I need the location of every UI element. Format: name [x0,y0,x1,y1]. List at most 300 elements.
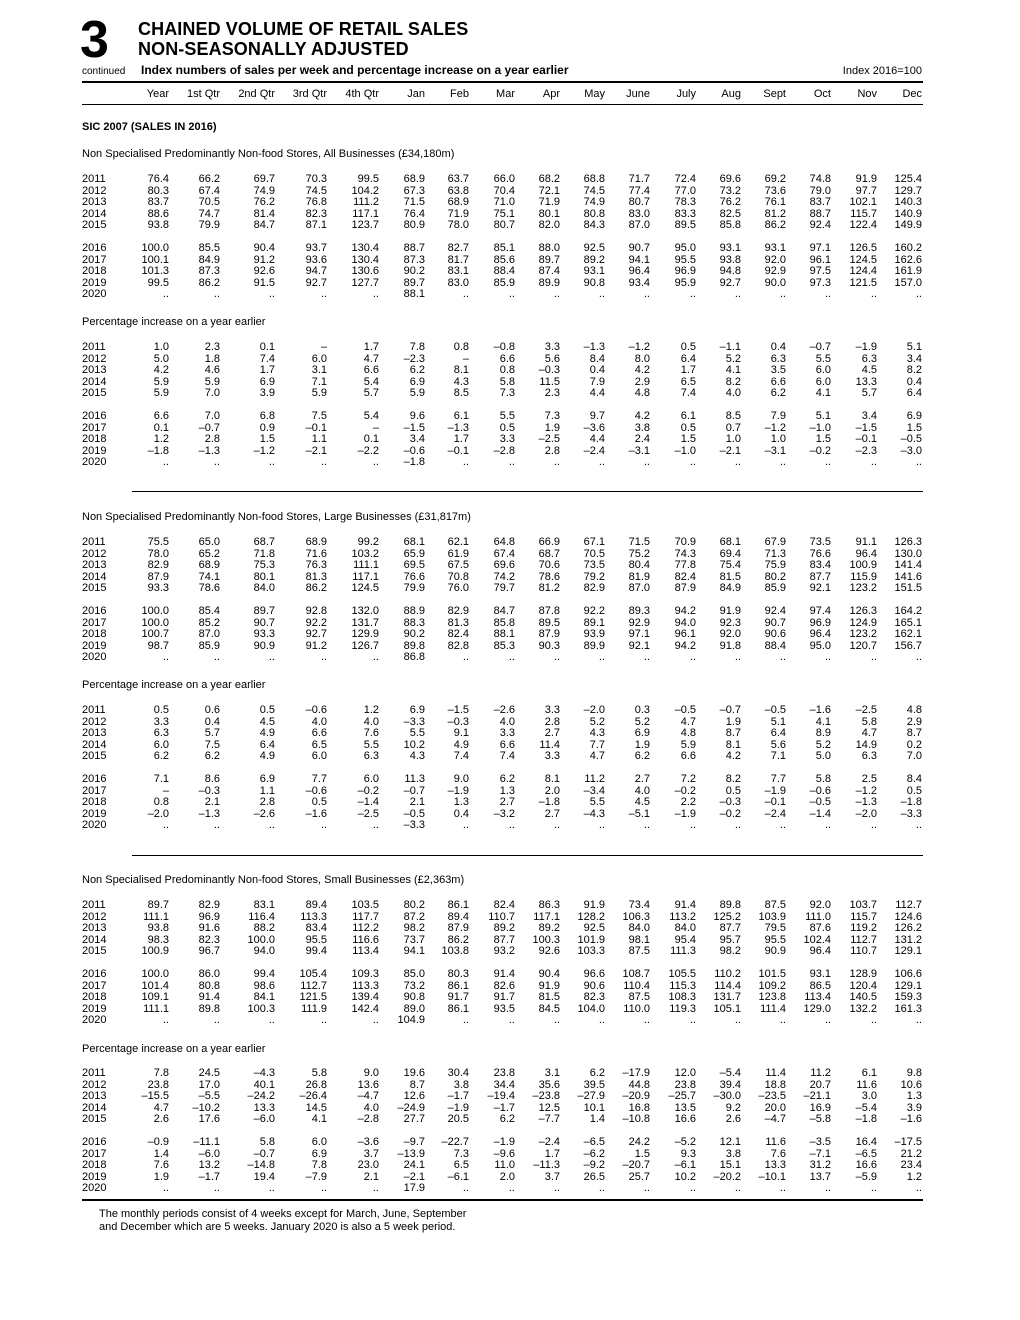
table-cell: 2.3 [204,341,220,353]
table-cell: 82.4 [674,570,696,583]
table-cell: 71.7 [628,173,650,185]
table-row [0,900,1020,911]
table-cell: 1.8 [204,352,220,365]
table-cell: .. [162,819,169,831]
row-year-label: 2013 [82,727,107,739]
table-cell: .. [870,288,877,300]
table-row [0,289,1020,300]
table-cell: 80.2 [403,899,425,911]
table-cell: 79.0 [809,184,831,197]
table-cell: 100.0 [141,616,169,629]
table-cell: –5.5 [198,1090,220,1102]
row-year-label: 2018 [82,796,107,808]
table-cell: 85.8 [719,219,741,231]
table-cell: 6.0 [153,738,169,751]
table-cell: 149.9 [894,219,922,231]
table-cell: 89.2 [493,922,515,934]
table-cell: 112.7 [895,899,922,911]
table-cell: 99.5 [357,173,379,185]
table-cell: 23.4 [900,1159,922,1171]
table-cell: 93.5 [493,1002,515,1015]
table-cell: –0.2 [719,807,741,820]
table-cell: 5.9 [153,387,169,399]
table-cell: 162.6 [894,253,922,266]
table-cell: .. [508,456,515,468]
table-cell: 92.8 [305,605,327,617]
table-cell: 3.7 [363,1147,379,1160]
table-cell: 6.9 [409,375,425,388]
table-cell: 5.8 [311,1067,327,1079]
table-cell: 8.1 [725,738,741,751]
row-year-label: 2020 [82,651,107,663]
table-cell: 74.2 [493,570,515,583]
table-cell: 92.9 [764,265,786,277]
table-cell: 8.7 [906,727,922,739]
table-cell: 1.9 [725,715,741,728]
sic-heading: SIC 2007 (SALES IN 2016) [82,121,217,133]
table-cell: 6.3 [153,727,169,739]
table-cell: 88.9 [403,605,425,617]
table-cell: 102.1 [849,196,877,208]
table-cell: –0.6 [403,444,425,457]
table-cell: 1.2 [153,433,169,445]
row-year-label: 2016 [82,968,107,980]
table-cell: .. [213,1014,220,1026]
table-cell: 141.6 [894,570,922,583]
table-cell: –1.8 [403,456,425,468]
table-cell: 93.1 [719,242,741,254]
table-cell: .. [508,288,515,300]
table-cell: 74.5 [305,184,327,197]
table-cell: 70.4 [493,184,515,197]
table-cell: 16.6 [674,1113,696,1125]
table-cell: –2.8 [357,1113,379,1125]
column-header-oct: Oct [813,88,831,100]
table-cell: .. [689,456,696,468]
table-cell: 110.2 [714,968,741,980]
table-cell: 7.0 [204,410,220,422]
table-row [0,1015,1020,1026]
table-cell: 96.7 [198,945,220,957]
table-cell: 5.7 [861,387,877,399]
table-cell: –1.9 [493,1136,515,1148]
table-cell: 101.4 [141,979,169,992]
table-cell: 100.7 [141,628,169,640]
table-cell: 85.2 [198,616,220,629]
table-cell: 3.3 [499,727,515,739]
table-cell: 6.6 [680,750,696,762]
table-row [0,786,1020,797]
table-cell: 4.0 [499,715,515,728]
table-cell: 7.3 [499,387,515,399]
table-cell: 24.2 [628,1136,650,1148]
table-cell: 4.1 [815,387,831,399]
table-cell: 82.3 [198,933,220,946]
table-cell: 113.3 [352,979,379,992]
table-cell: 16.8 [628,1101,650,1114]
table-cell: 9.8 [906,1067,922,1079]
table-cell: 92.2 [305,616,327,629]
table-cell: 15.1 [719,1159,741,1171]
table-cell: 7.4 [499,750,515,762]
table-cell: 5.1 [815,410,831,422]
column-header-feb: Feb [450,88,469,100]
table-cell: 66.9 [538,536,560,548]
table-cell: 71.8 [253,547,275,560]
table-cell: 103.3 [577,945,605,957]
table-cell: 69.6 [493,559,515,571]
table-cell: .. [689,651,696,663]
table-cell: 97.7 [855,184,877,197]
table-cell: 10.6 [900,1078,922,1091]
table-cell: 11.2 [584,773,605,785]
table-cell: 88.4 [764,639,786,652]
table-cell: .. [268,288,275,300]
table-cell: .. [870,819,877,831]
table-cell: 84.0 [253,582,275,594]
table-row [0,243,1020,254]
table-cell: 13.5 [674,1101,696,1114]
table-cell: .. [689,1182,696,1194]
table-cell: 4.4 [589,433,605,445]
table-cell: .. [824,819,831,831]
section-title-all-businesses: Non Specialised Predominantly Non-food Stores, All Businesses (£34,180m) [82,148,455,160]
table-cell: 95.5 [674,253,696,266]
table-cell: 76.1 [764,196,786,208]
table-cell: 113.2 [669,910,696,923]
table-cell: 3.1 [544,1067,560,1079]
table-cell: 3.8 [453,1078,469,1091]
table-cell: 71.6 [305,547,327,560]
table-cell: 132.0 [351,605,379,617]
column-header-june: June [626,88,650,100]
table-cell: 103.8 [441,945,469,957]
table-cell: 140.5 [849,991,877,1003]
table-row [0,774,1020,785]
table-cell: –20.7 [622,1159,650,1171]
table-cell: 82.6 [493,979,515,992]
table-cell: 67.9 [764,536,786,548]
table-cell: .. [162,456,169,468]
table-cell: –9.6 [493,1147,515,1160]
row-year-label: 2011 [82,899,106,911]
table-cell: 61.9 [447,547,469,560]
table-cell: 2.8 [544,444,560,457]
table-cell: 3.3 [544,750,560,762]
table-cell: 1.2 [363,704,379,716]
table-cell: .. [553,651,560,663]
row-year-label: 2017 [82,616,107,629]
table-cell: 2.2 [680,796,696,808]
table-cell: 73.6 [764,184,786,197]
table-cell: 6.1 [680,410,696,422]
table-cell: 110.4 [623,979,650,992]
table-cell: 6.9 [409,704,425,716]
table-cell: –7.7 [538,1113,560,1125]
table-cell: .. [643,456,650,468]
table-cell: 93.3 [253,628,275,640]
table-cell: 81.2 [538,582,560,594]
table-cell: 13.6 [357,1078,379,1091]
table-cell: 88.7 [809,207,831,220]
table-cell: 87.1 [305,219,327,231]
table-cell: 82.9 [447,605,469,617]
table-cell: 110.7 [488,910,515,923]
table-cell: 2.1 [204,796,220,808]
table-cell: 70.6 [538,559,560,571]
table-cell: 73.5 [583,559,605,571]
table-cell: 83.7 [147,196,169,208]
table-cell: 92.0 [719,628,741,640]
table-cell: 5.1 [906,341,922,353]
table-cell: 123.2 [849,582,877,594]
table-cell: 86.0 [198,968,220,980]
table-cell: 1.7 [680,364,696,376]
table-row [0,751,1020,762]
table-cell: 1.5 [815,433,831,445]
table-cell: 2.7 [634,773,650,785]
table-cell: –1.5 [447,704,469,716]
table-cell: 0.5 [906,784,922,797]
table-cell: 81.9 [628,570,650,583]
table-cell: 129.7 [894,184,922,197]
row-year-label: 2019 [82,1170,107,1183]
table-cell: 103.7 [849,899,877,911]
table-cell: 4.7 [861,727,877,739]
table-cell: –14.8 [247,1159,275,1171]
table-cell: 2.6 [153,1113,169,1125]
table-cell: 13.3 [855,375,877,388]
table-cell: 91.9 [538,979,560,992]
table-cell: –0.9 [147,1136,169,1148]
table-row [0,411,1020,422]
table-cell: 105.5 [668,968,696,980]
table-row [0,434,1020,445]
row-year-label: 2015 [82,387,107,399]
table-cell: 6.0 [311,1136,327,1148]
table-cell: 81.7 [447,253,469,266]
table-cell: 27.7 [403,1113,425,1125]
table-cell: .. [870,651,877,663]
table-cell: 90.7 [628,242,650,254]
table-cell: 0.8 [153,796,169,808]
table-cell: 97.1 [628,628,650,640]
table-cell: –6.1 [447,1170,469,1183]
table-cell: 100.3 [247,1002,275,1015]
table-cell: 80.7 [493,219,515,231]
table-cell: 4.7 [680,715,696,728]
table-cell: 85.0 [403,968,425,980]
table-cell: –0.5 [674,704,696,716]
section-title-large-businesses: Non Specialised Predominantly Non-food Stores, Large Businesses (£31,817m) [82,511,471,523]
table-cell: 95.0 [809,639,831,652]
table-cell: 92.2 [583,605,605,617]
table-cell: 1.5 [906,421,922,434]
table-cell: 8.2 [725,773,741,785]
row-year-label: 2020 [82,1014,107,1026]
table-cell: 111.1 [143,1002,169,1015]
table-cell: 76.2 [253,196,275,208]
table-cell: 2.1 [363,1170,379,1183]
table-cell: 81.5 [719,570,741,583]
table-cell: 75.2 [628,547,650,560]
table-cell: 2.7 [499,796,515,808]
table-cell: .. [268,1182,275,1194]
table-cell: 0.8 [453,341,469,353]
table-cell: 66.0 [493,173,515,185]
table-cell: .. [779,1014,786,1026]
table-cell: .. [268,456,275,468]
table-cell: 89.1 [583,616,605,629]
table-cell: –10.1 [758,1170,786,1183]
table-row [0,629,1020,640]
table-cell: 87.0 [198,628,220,640]
table-cell: 91.1 [855,536,877,548]
table-cell: .. [915,288,922,300]
table-row [0,946,1020,957]
table-cell: 23.8 [147,1078,169,1091]
table-cell: –2.1 [403,1170,425,1183]
table-cell: 92.4 [764,605,786,617]
table-cell: –1.2 [628,341,650,353]
table-cell: .. [553,819,560,831]
table-cell: 91.7 [493,991,515,1003]
pct-heading-small-businesses: Percentage increase on a year earlier [82,1043,266,1055]
row-year-label: 2017 [82,979,107,992]
table-cell: 94.7 [305,265,327,277]
table-cell: 7.9 [589,375,605,388]
table-cell: 93.8 [147,219,169,231]
table-cell: 87.9 [447,922,469,934]
table-cell: 83.3 [674,207,696,220]
table-cell: 11.6 [765,1136,786,1148]
table-cell: 160.2 [894,242,922,254]
table-cell: 6.5 [453,1159,469,1171]
table-cell: 93.3 [147,582,169,594]
table-cell: 95.9 [674,276,696,289]
table-cell: 89.7 [253,605,275,617]
table-cell: 82.9 [583,582,605,594]
table-cell: 8.0 [634,352,650,365]
table-cell: .. [162,651,169,663]
table-cell: 2.4 [634,433,650,445]
table-cell: 1.5 [634,1147,650,1160]
table-cell: 0.4 [906,375,922,388]
table-cell: 111.4 [760,1002,786,1015]
table-cell: 2.5 [861,773,877,785]
table-cell: 11.0 [494,1159,515,1171]
table-cell: 6.3 [363,750,379,762]
table-cell: 75.4 [719,559,741,571]
row-year-label: 2012 [82,910,107,923]
table-cell: 75.5 [147,536,169,548]
table-cell: 82.5 [719,207,741,220]
table-cell: 40.1 [253,1078,275,1091]
table-cell: 87.8 [538,605,560,617]
table-cell: 94.2 [674,605,696,617]
table-cell: .. [508,1014,515,1026]
table-cell: .. [824,1182,831,1194]
table-cell: –0.2 [674,784,696,797]
table-cell: 63.7 [447,173,469,185]
table-row [0,740,1020,751]
table-cell: 87.9 [538,628,560,640]
table-cell: 6.4 [680,352,696,365]
table-cell: 94.8 [719,265,741,277]
table-cell: 85.6 [493,253,515,266]
table-cell: 7.4 [259,352,275,365]
table-cell: 68.2 [538,173,560,185]
table-cell: –7.1 [809,1147,831,1160]
table-cell: –5.2 [674,1136,696,1148]
row-year-label: 2014 [82,1101,107,1114]
table-cell: 3.3 [153,715,169,728]
table-cell: 96.6 [583,968,605,980]
table-cell: –2.8 [493,444,515,457]
table-cell: 1.3 [906,1090,922,1102]
table-row [0,549,1020,560]
table-cell: 4.0 [363,1101,379,1114]
table-row [0,1137,1020,1148]
table-cell: 68.1 [719,536,741,548]
table-cell: 3.8 [634,421,650,434]
table-cell: 128.9 [849,968,877,980]
table-cell: 93.7 [305,242,327,254]
table-cell: 1.4 [589,1113,605,1125]
table-cell: 6.4 [259,738,275,751]
table-cell: 7.0 [204,387,220,399]
table-cell: 90.0 [764,276,786,289]
table-row [0,606,1020,617]
table-cell: –1.3 [447,421,469,434]
table-cell: 93.8 [719,253,741,266]
table-cell: 93.2 [493,945,515,957]
table-cell: 7.7 [770,773,786,785]
table-cell: 4.6 [204,364,220,376]
table-cell: 86.1 [447,979,469,992]
table-cell: –2.5 [357,807,379,820]
table-cell: –1.0 [809,421,831,434]
table-cell: –7.9 [305,1170,327,1183]
table-cell: 86.1 [447,899,469,911]
table-cell: 1.0 [725,433,741,445]
table-cell: 164.2 [894,605,922,617]
table-cell: 79.2 [583,570,605,583]
table-cell: –1.3 [198,807,220,820]
table-cell: 79.7 [493,582,515,594]
table-row [0,1149,1020,1160]
table-cell: 0.4 [453,807,469,820]
table-cell: .. [553,1182,560,1194]
row-year-label: 2011 [82,341,106,353]
table-cell: 131.7 [351,616,379,629]
table-cell: 98.1 [628,933,650,946]
table-cell: 7.6 [363,727,379,739]
table-cell: 78.6 [538,570,560,583]
table-cell: 6.9 [259,773,275,785]
table-cell: 89.8 [719,899,741,911]
title-line-1: CHAINED VOLUME OF RETAIL SALES [138,19,469,39]
table-cell: 68.9 [198,559,220,571]
table-cell: –24.2 [247,1090,275,1102]
table-cell: –1.4 [357,796,379,808]
table-cell: 12.0 [674,1067,696,1079]
table-cell: –1.2 [855,784,877,797]
table-cell: 17.0 [198,1078,220,1091]
table-cell: 12.5 [538,1101,560,1114]
table-cell: 87.5 [764,899,786,911]
table-cell: 78.0 [147,547,169,560]
